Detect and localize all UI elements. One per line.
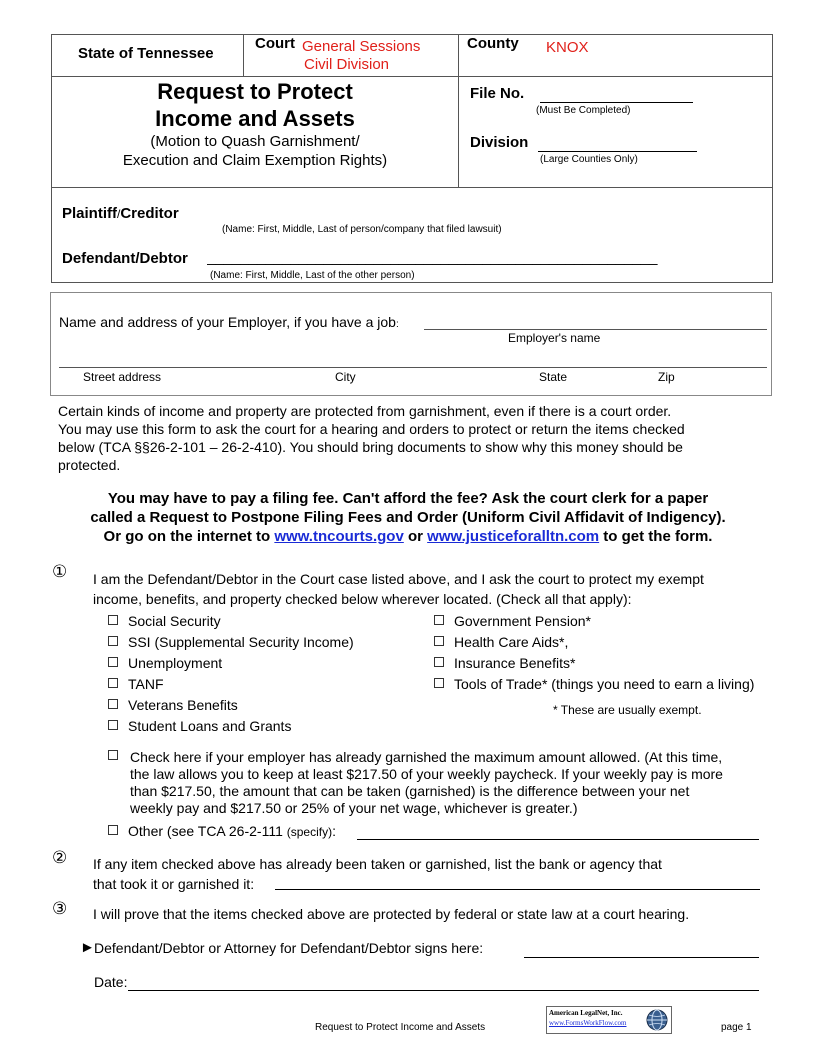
fee-notice	[0, 489, 816, 546]
checkbox[interactable]	[108, 699, 118, 709]
file-no-field[interactable]	[540, 85, 693, 103]
state-hint: State	[539, 370, 568, 384]
parties-section	[51, 186, 773, 283]
option-health-care-aids[interactable]	[434, 634, 568, 650]
option-label: TANF	[128, 676, 164, 692]
option-other[interactable]	[108, 823, 336, 839]
section-1-number: ①	[52, 562, 68, 581]
divider	[458, 35, 459, 187]
colon: :	[395, 319, 399, 330]
division-hint: (Large Counties Only)	[540, 154, 638, 165]
header-table	[51, 34, 773, 188]
section-3-number: ③	[52, 899, 68, 918]
checkbox[interactable]	[108, 636, 118, 646]
intro-line: below (TCA §§26-2-101 – 26-2-410). You should bring documents to show why this money should be	[58, 439, 683, 455]
other-specify-field[interactable]	[357, 825, 759, 840]
section-2-number: ②	[52, 848, 68, 867]
option-label: Health Care Aids*,	[454, 634, 569, 650]
checkbox[interactable]	[434, 636, 444, 646]
globe-logo-icon	[645, 1008, 669, 1032]
divider	[52, 76, 772, 77]
division-label: Division	[470, 134, 529, 151]
option-label: SSI (Supplemental Security Income)	[128, 634, 354, 650]
county-value: KNOX	[546, 39, 589, 56]
division-field[interactable]	[538, 134, 697, 152]
checkbox[interactable]	[108, 615, 118, 625]
plaintiff-text: Plaintiff	[62, 205, 117, 222]
justiceforalltn-link[interactable]: www.justiceforalltn.com	[427, 528, 600, 545]
option-government-pension[interactable]	[434, 613, 591, 629]
intro-line: Certain kinds of income and property are protected from garnishment, even if there is a court order.	[58, 403, 672, 419]
creditor-text: Creditor	[120, 205, 179, 222]
logo-name: American LegalNet, Inc.	[549, 1009, 623, 1017]
plaintiff-hint: (Name: First, Middle, Last of person/company that filed lawsuit)	[222, 224, 502, 235]
exempt-note: * These are usually exempt.	[553, 703, 702, 717]
option-unemployment[interactable]	[108, 655, 222, 671]
section-1-text	[93, 569, 704, 609]
checkbox[interactable]	[434, 615, 444, 625]
option-label: Student Loans and Grants	[128, 718, 292, 734]
court-label: Court	[255, 35, 295, 52]
max-garnished-text	[130, 749, 723, 817]
employer-name-hint: Employer's name	[508, 331, 601, 345]
max-line: the law allows you to keep at least $217.50 of your weekly paycheck. If your weekly pay is more	[130, 766, 723, 782]
option-student-loans[interactable]	[108, 718, 291, 734]
state-label: State of Tennessee	[78, 45, 214, 62]
americanlegalnet-logo	[546, 1006, 672, 1034]
intro-line: protected.	[58, 457, 121, 473]
employer-box	[50, 292, 772, 396]
section-1-line: income, benefits, and property checked below wherever located. (Check all that apply):	[93, 591, 632, 607]
checkbox[interactable]	[108, 825, 118, 835]
title-line: Income and Assets	[155, 106, 355, 131]
fee-text: Or go on the internet to	[103, 528, 275, 545]
divider	[243, 35, 244, 76]
file-no-label: File No.	[470, 85, 525, 102]
subtitle-line: (Motion to Quash Garnishment/	[150, 133, 360, 150]
option-tanf[interactable]	[108, 676, 164, 692]
section-3-text: I will prove that the items checked above are protected by federal or state law at a court hearing.	[93, 906, 690, 922]
city-hint: City	[335, 370, 356, 384]
court-division-value: Civil Division	[304, 56, 390, 73]
employer-address-field[interactable]	[59, 353, 767, 368]
option-social-security[interactable]	[108, 613, 221, 629]
max-line: than $217.50, the amount that can be taken (garnished) is the difference between your net	[130, 783, 690, 799]
date-field[interactable]	[128, 974, 759, 991]
logo-url: www.FormsWorkFlow.com	[549, 1019, 627, 1027]
footer-title: Request to Protect Income and Assets	[315, 1022, 486, 1033]
fee-line	[0, 527, 816, 546]
defendant-hint: (Name: First, Middle, Last of the other person)	[210, 270, 415, 281]
option-label: Tools of Trade* (things you need to earn a living)	[454, 676, 755, 692]
checkbox[interactable]	[108, 720, 118, 730]
fee-line: You may have to pay a filing fee. Can't afford the fee? Ask the court clerk for a paper	[107, 490, 709, 507]
option-label: Veterans Benefits	[128, 697, 238, 713]
specify-text: (specify)	[286, 825, 333, 839]
option-ssi[interactable]	[108, 634, 354, 650]
max-line: weekly pay and $217.50 or 25% of your net wage, whichever is greater.)	[130, 800, 578, 816]
option-label: Other (see TCA 26-2-111	[128, 823, 287, 839]
street-hint: Street address	[83, 370, 162, 384]
intro-line: You may use this form to ask the court for a hearing and orders to protect or return the items checked	[58, 421, 685, 437]
option-label: Government Pension*	[454, 613, 591, 629]
checkbox[interactable]	[108, 678, 118, 688]
employer-label	[59, 314, 399, 330]
date-label: Date:	[94, 974, 128, 990]
intro-paragraph	[58, 402, 685, 474]
section-1-line: I am the Defendant/Debtor in the Court case listed above, and I ask the court to protect my exempt	[93, 571, 704, 587]
option-tools-of-trade[interactable]	[434, 676, 754, 692]
option-label: Insurance Benefits*	[454, 655, 576, 671]
court-value: General Sessions	[302, 38, 421, 55]
defendant-field[interactable]: ______________________________________________________	[207, 249, 658, 266]
section-2-line: that took it or garnished it:	[93, 876, 255, 892]
checkbox[interactable]	[108, 657, 118, 667]
max-line: Check here if your employer has already garnished the maximum amount allowed. (At this time,	[130, 749, 723, 765]
signature-field[interactable]	[524, 941, 759, 958]
title-line: Request to Protect	[157, 79, 353, 104]
option-veterans-benefits[interactable]	[108, 697, 238, 713]
slash: /	[117, 207, 121, 221]
defendant-label: Defendant/Debtor	[62, 250, 188, 267]
page-number: page 1	[721, 1022, 752, 1033]
file-no-hint: (Must Be Completed)	[536, 105, 631, 116]
section-2-line: If any item checked above has already been taken or garnished, list the bank or agency that	[93, 856, 662, 872]
employer-name-field[interactable]	[424, 313, 767, 330]
fee-text: or	[403, 528, 428, 545]
tncourts-link[interactable]: www.tncourts.gov	[274, 528, 404, 545]
form-title	[52, 78, 458, 170]
subtitle-line: Execution and Claim Exemption Rights)	[122, 152, 388, 169]
fee-line: called a Request to Postpone Filing Fees and Order (Uniform Civil Affidavit of Indigency).	[90, 509, 726, 526]
checkbox[interactable]	[434, 678, 444, 688]
employer-label-text: Name and address of your Employer, if you have a job	[59, 314, 396, 330]
option-label: Social Security	[128, 613, 221, 629]
fee-text: to get the form.	[599, 528, 713, 545]
signature-label: Defendant/Debtor or Attorney for Defendant/Debtor signs here:	[94, 940, 484, 956]
option-insurance-benefits[interactable]	[434, 655, 575, 671]
taken-by-field[interactable]	[275, 874, 760, 890]
colon: :	[332, 823, 336, 839]
checkbox[interactable]	[108, 750, 118, 760]
plaintiff-label	[62, 205, 179, 222]
county-label: County	[467, 35, 519, 52]
option-label: Unemployment	[128, 655, 223, 671]
option-max-garnished[interactable]	[108, 748, 128, 764]
zip-hint: Zip	[658, 370, 675, 384]
signature-marker-icon: ►	[80, 939, 95, 956]
checkbox[interactable]	[434, 657, 444, 667]
